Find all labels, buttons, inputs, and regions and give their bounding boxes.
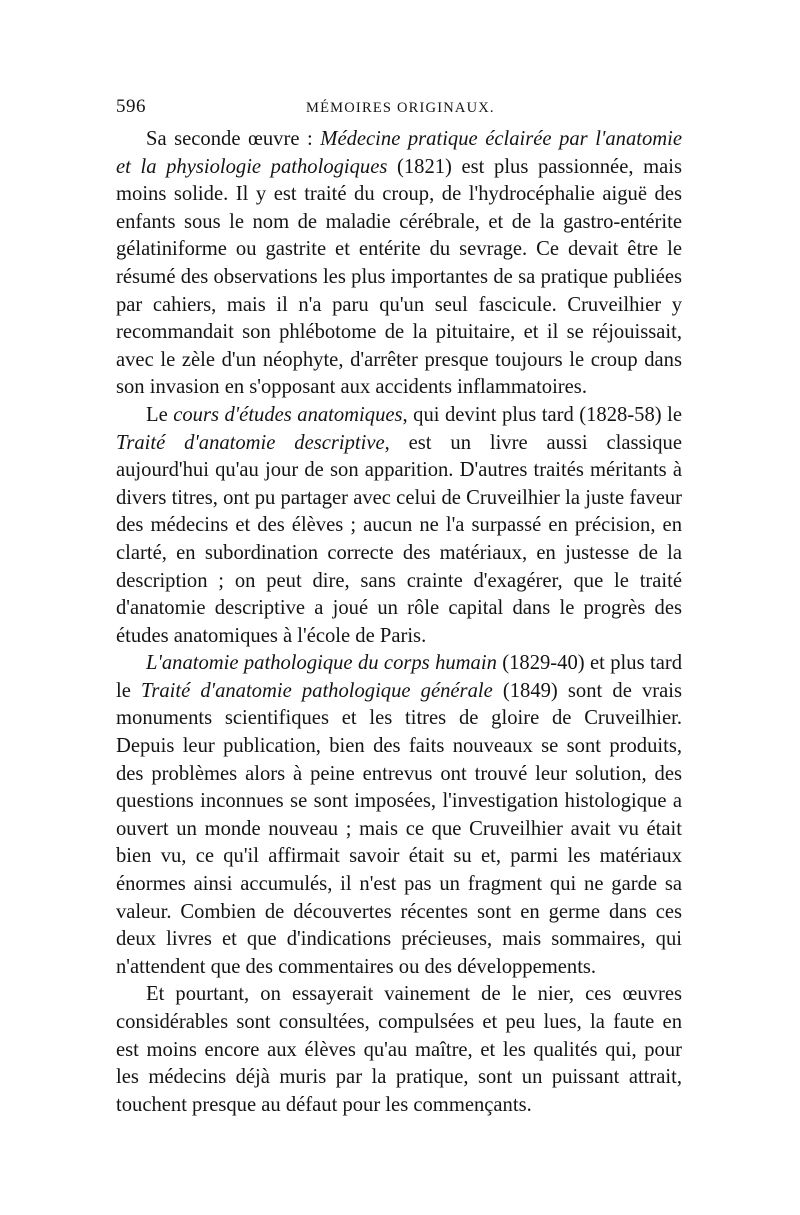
body-text bbox=[116, 126, 682, 1119]
page-header bbox=[116, 96, 682, 124]
italic-title: L'anatomie pathologique du corps humain bbox=[146, 652, 497, 675]
italic-title: Traité d'anatomie pathologique générale bbox=[141, 679, 493, 702]
paragraph bbox=[116, 402, 682, 650]
paragraph bbox=[116, 126, 682, 402]
italic-title: Traité d'anatomie descriptive bbox=[116, 431, 385, 454]
running-title: MÉMOIRES ORIGINAUX. bbox=[306, 100, 495, 116]
text-run: , est un livre aussi classique aujourd'hui qu'au jour de son apparition. D'autres traités méritants à divers titres, ont pu partager avec celui de Cruveilhier la juste faveur des médecins et des élèves ; aucun ne l'a surpassé en précision, en clarté, en subordination correcte des matériaux, en justesse de la description ; on peut dire, sans crainte d'exagérer, que le traité d'anatomie descriptive a joué un rôle capital dans le progrès des études anatomiques à l'école de Paris. bbox=[116, 431, 682, 647]
text-run: , qui devint plus tard (1828-58) le bbox=[402, 403, 682, 426]
italic-title: cours d'études anatomiques bbox=[173, 403, 403, 426]
text-run: (1829-40) et plus tard le bbox=[116, 652, 682, 702]
italic-title: Médecine pratique éclairée par l'anatomie et la physiologie pathologiques bbox=[116, 128, 682, 178]
text-run: (1821) est plus passionnée, mais moins solide. Il y est traité du croup, de l'hydrocéphalie aiguë des enfants sous le nom de maladie cérébrale, et de la gastro-entérite gélatiniforme ou gastrite et entérite du sevrage. Ce devait être le résumé des observations les plus importantes de sa pratique publiées par cahiers, mais il n'a paru qu'un seul fascicule. Cruveilhier y recommandait son phlébotome de la pituitaire, et il se réjouissait, avec le zèle d'un néophyte, d'arrêter presque toujours le croup dans son invasion en s'opposant aux accidents inflammatoires. bbox=[116, 155, 682, 399]
text-run: Sa seconde œuvre : bbox=[146, 128, 321, 150]
text-run: (1849) sont de vrais monuments scientifiques et les titres de gloire de Cruveilhier. Depuis leur publication, bien des faits nouveaux se sont produits, des problèmes alors à peine entrevus ont trouvé leur solution, des questions inconnues se sont imposées, l'investigation histologique a ouvert un monde nouveau ; mais ce que Cruveilhier avait vu était bien vu, ce qu'il affirmait savoir était su et, parmi les matériaux énormes ainsi accumulés, il n'est pas un fragment qui ne garde sa valeur. Combien de découvertes récentes sont en germe dans ces deux livres et que d'indications précieuses, mais sommaires, qui n'attendent que des commentaires ou des développements. bbox=[116, 679, 683, 978]
paragraph bbox=[116, 981, 682, 1119]
text-run: Et pourtant, on essayerait vainement de le nier, ces œuvres considérables sont consultées, compulsées et peu lues, la faute en est moins encore aux élèves qu'au maître, et les qualités qui, pour les médecins déjà muris par la pratique, sont un puissant attrait, touchent presque au défaut pour les commençants. bbox=[116, 983, 682, 1116]
page-number: 596 bbox=[116, 96, 146, 117]
text-run: Le bbox=[146, 403, 174, 426]
paragraph bbox=[116, 650, 682, 981]
